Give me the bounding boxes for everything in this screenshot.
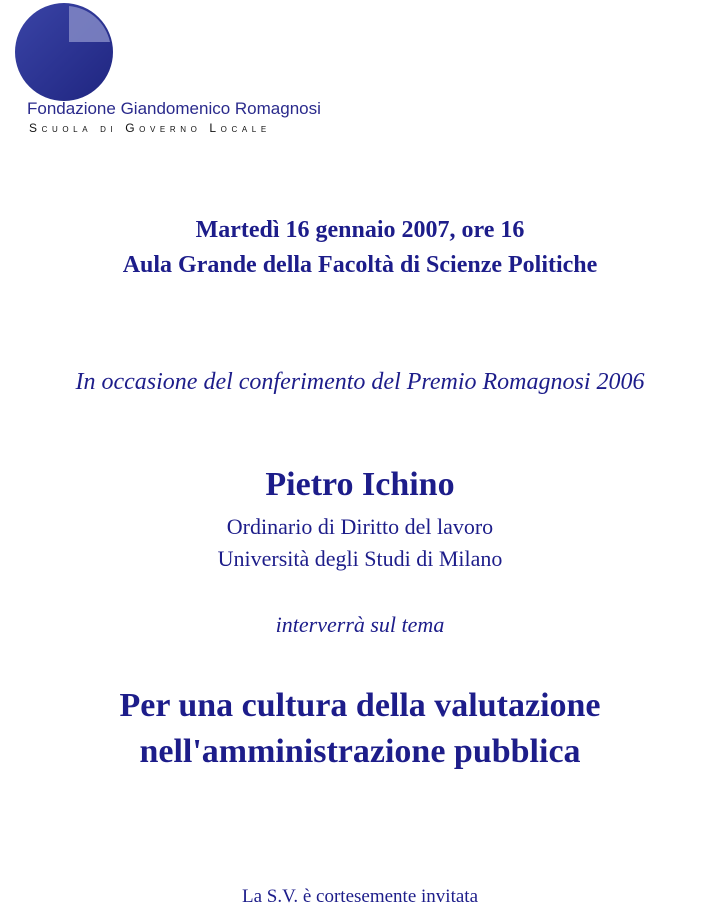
talk-title-line-1: Per una cultura della valutazione	[119, 687, 601, 724]
invitation-note: La S.V. è cortesemente invitata	[241, 886, 478, 907]
speaker-affiliation: Università degli Studi di Milano	[217, 546, 503, 571]
event-occasion: In occasione del conferimento del Premio Romagnosi 2006	[75, 369, 645, 395]
foundation-logo	[14, 2, 434, 142]
event-venue: Aula Grande della Facoltà di Scienze Politiche	[122, 252, 598, 278]
speaker-name: Pietro Ichino	[265, 466, 455, 503]
org-subtitle: Scuola di Governo Locale	[29, 121, 271, 135]
speaker-role: Ordinario di Diritto del lavoro	[226, 514, 494, 539]
event-date-time: Martedì 16 gennaio 2007, ore 16	[195, 217, 525, 243]
org-name: Fondazione Giandomenico Romagnosi	[27, 99, 321, 118]
talk-title-line-2: nell'amministrazione pubblica	[139, 733, 581, 770]
logo-circle-icon	[14, 2, 114, 102]
talk-intro: interverrà sul tema	[275, 612, 445, 637]
